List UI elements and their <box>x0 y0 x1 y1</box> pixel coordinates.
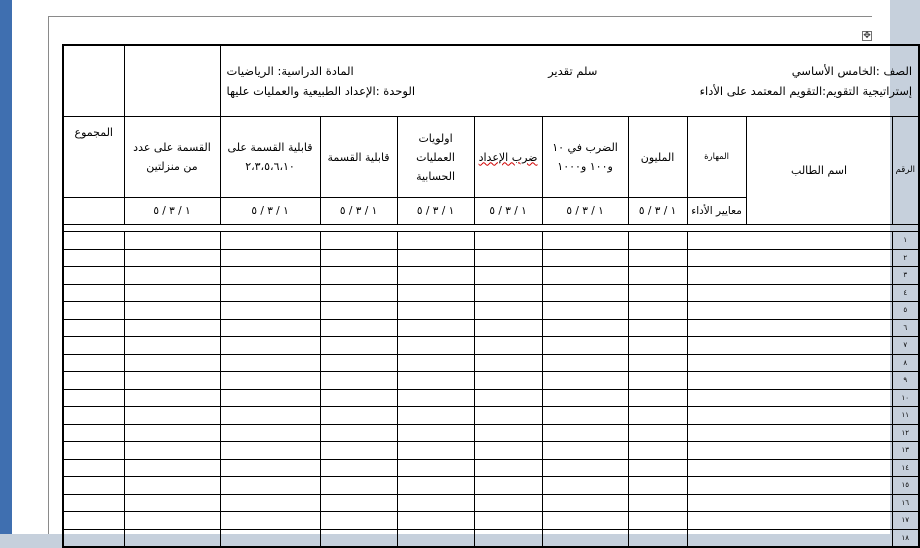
score-cell[interactable] <box>628 442 687 460</box>
score-cell[interactable] <box>542 232 628 250</box>
score-cell[interactable] <box>320 494 397 512</box>
table-row <box>63 442 919 460</box>
total-cell[interactable] <box>63 284 124 302</box>
score-cell[interactable] <box>474 302 542 320</box>
date-c3: ١ / ٣ / ٥ <box>474 198 542 225</box>
criteria-label: معايير الأداء <box>687 198 746 225</box>
student-name-cell[interactable] <box>687 407 892 425</box>
score-cell[interactable] <box>397 424 474 442</box>
row-number: ٦ <box>892 319 919 337</box>
student-name-cell[interactable] <box>687 232 892 250</box>
table-row <box>63 249 919 267</box>
score-cell[interactable] <box>542 442 628 460</box>
score-cell[interactable] <box>542 302 628 320</box>
table-row <box>63 529 919 547</box>
student-name-cell[interactable] <box>687 459 892 477</box>
score-cell[interactable] <box>474 249 542 267</box>
student-name-cell[interactable] <box>687 337 892 355</box>
total-cell[interactable] <box>63 302 124 320</box>
score-cell[interactable] <box>220 319 320 337</box>
student-name-cell[interactable] <box>687 477 892 495</box>
window-left-border <box>0 0 12 534</box>
score-cell[interactable] <box>397 337 474 355</box>
table-row <box>63 319 919 337</box>
score-cell[interactable] <box>628 407 687 425</box>
score-cell[interactable] <box>124 424 220 442</box>
score-cell[interactable] <box>320 389 397 407</box>
table-row <box>63 389 919 407</box>
score-cell[interactable] <box>397 477 474 495</box>
score-cell[interactable] <box>124 459 220 477</box>
score-cell[interactable] <box>124 494 220 512</box>
score-cell[interactable] <box>542 319 628 337</box>
score-cell[interactable] <box>474 529 542 547</box>
spacer-row <box>63 225 919 232</box>
score-cell[interactable] <box>220 477 320 495</box>
score-cell[interactable] <box>542 529 628 547</box>
row-number: ٨ <box>892 354 919 372</box>
col-skill: المهارة <box>687 117 746 198</box>
score-cell[interactable] <box>542 424 628 442</box>
col-divisibility: قابلية القسمة <box>320 117 397 198</box>
score-cell[interactable] <box>628 232 687 250</box>
col-million: المليون <box>628 117 687 198</box>
score-cell[interactable] <box>124 302 220 320</box>
student-name-cell[interactable] <box>687 249 892 267</box>
score-cell[interactable] <box>220 337 320 355</box>
score-cell[interactable] <box>628 337 687 355</box>
score-cell[interactable] <box>220 494 320 512</box>
score-cell[interactable] <box>474 319 542 337</box>
score-cell[interactable] <box>124 267 220 285</box>
table-row <box>63 302 919 320</box>
date-c4: ١ / ٣ / ٥ <box>397 198 474 225</box>
score-cell[interactable] <box>542 494 628 512</box>
score-cell[interactable] <box>628 424 687 442</box>
score-cell[interactable] <box>320 477 397 495</box>
score-cell[interactable] <box>474 267 542 285</box>
student-name-cell[interactable] <box>687 372 892 390</box>
score-cell[interactable] <box>320 319 397 337</box>
score-cell[interactable] <box>220 232 320 250</box>
score-cell[interactable] <box>220 354 320 372</box>
score-cell[interactable] <box>220 424 320 442</box>
score-cell[interactable] <box>628 529 687 547</box>
score-cell[interactable] <box>397 512 474 530</box>
score-cell[interactable] <box>124 477 220 495</box>
score-cell[interactable] <box>542 477 628 495</box>
row-number: ١٥ <box>892 477 919 495</box>
document-page <box>12 0 915 542</box>
table-row <box>63 512 919 530</box>
row-number: ٢ <box>892 249 919 267</box>
total-cell[interactable] <box>63 424 124 442</box>
table-row <box>63 407 919 425</box>
score-cell[interactable] <box>124 232 220 250</box>
score-cell[interactable] <box>397 442 474 460</box>
score-cell[interactable] <box>320 407 397 425</box>
score-cell[interactable] <box>542 337 628 355</box>
header-blank-cell <box>63 45 124 117</box>
score-cell[interactable] <box>320 337 397 355</box>
table-row <box>63 267 919 285</box>
total-cell[interactable] <box>63 494 124 512</box>
col-order-of-operations: اولويات العمليات الحسابية <box>397 117 474 198</box>
row-number: ١ <box>892 232 919 250</box>
col-student-name: اسم الطالب <box>746 117 892 225</box>
grade-label: الصف :الخامس الأساسي <box>791 64 913 78</box>
table-row <box>63 477 919 495</box>
score-cell[interactable] <box>474 424 542 442</box>
score-cell[interactable] <box>628 372 687 390</box>
table-row <box>63 494 919 512</box>
total-cell[interactable] <box>63 232 124 250</box>
table-row <box>63 284 919 302</box>
score-cell[interactable] <box>124 407 220 425</box>
col-divisibility-rules: قابلية القسمة على ٢،٣،٥،٦،١٠ <box>220 117 320 198</box>
col-number: الرقم <box>892 117 919 225</box>
score-cell[interactable] <box>542 407 628 425</box>
table-move-handle-icon[interactable]: ✥ <box>863 31 871 41</box>
student-name-cell[interactable] <box>687 494 892 512</box>
score-cell[interactable] <box>628 459 687 477</box>
row-number: ٥ <box>892 302 919 320</box>
date-total <box>63 198 124 225</box>
score-cell[interactable] <box>320 459 397 477</box>
date-c5: ١ / ٣ / ٥ <box>320 198 397 225</box>
row-number: ٣ <box>892 267 919 285</box>
score-cell[interactable] <box>628 477 687 495</box>
score-cell[interactable] <box>628 389 687 407</box>
total-cell[interactable] <box>63 407 124 425</box>
student-name-cell[interactable] <box>687 529 892 547</box>
score-cell[interactable] <box>474 372 542 390</box>
score-cell[interactable] <box>474 459 542 477</box>
total-cell[interactable] <box>63 249 124 267</box>
table-row <box>63 424 919 442</box>
row-number: ٤ <box>892 284 919 302</box>
score-cell[interactable] <box>124 337 220 355</box>
date-c7: ١ / ٣ / ٥ <box>124 198 220 225</box>
row-number: ١٤ <box>892 459 919 477</box>
score-cell[interactable] <box>124 354 220 372</box>
score-cell[interactable] <box>628 267 687 285</box>
score-cell[interactable] <box>542 459 628 477</box>
row-number: ١٦ <box>892 494 919 512</box>
score-cell[interactable] <box>474 407 542 425</box>
score-cell[interactable] <box>220 284 320 302</box>
score-cell[interactable] <box>542 267 628 285</box>
col-total: المجموع <box>63 117 124 198</box>
total-cell[interactable] <box>63 512 124 530</box>
score-cell[interactable] <box>474 494 542 512</box>
score-cell[interactable] <box>542 512 628 530</box>
total-cell[interactable] <box>63 477 124 495</box>
score-cell[interactable] <box>397 302 474 320</box>
total-cell[interactable] <box>63 319 124 337</box>
score-cell[interactable] <box>220 529 320 547</box>
table-row <box>63 232 919 250</box>
score-cell[interactable] <box>474 337 542 355</box>
score-cell[interactable] <box>542 249 628 267</box>
score-cell[interactable] <box>542 372 628 390</box>
score-cell[interactable] <box>628 494 687 512</box>
date-c6: ١ / ٣ / ٥ <box>220 198 320 225</box>
student-name-cell[interactable] <box>687 302 892 320</box>
margin-guide-horizontal <box>48 16 872 17</box>
row-number: ١٧ <box>892 512 919 530</box>
score-cell[interactable] <box>397 354 474 372</box>
strategy-label: إستراتيجية التقويم:التقويم المعتمد على الأداء <box>699 84 913 98</box>
total-cell[interactable] <box>63 267 124 285</box>
table-row <box>63 459 919 477</box>
table-row <box>63 354 919 372</box>
row-number: ٩ <box>892 372 919 390</box>
score-cell[interactable] <box>628 354 687 372</box>
total-cell[interactable] <box>63 389 124 407</box>
score-cell[interactable] <box>220 267 320 285</box>
score-cell[interactable] <box>474 354 542 372</box>
row-number: ١١ <box>892 407 919 425</box>
score-cell[interactable] <box>397 529 474 547</box>
col-multiply-numbers <box>474 117 542 198</box>
student-name-cell[interactable] <box>687 319 892 337</box>
score-cell[interactable] <box>474 232 542 250</box>
score-cell[interactable] <box>220 372 320 390</box>
score-cell[interactable] <box>124 529 220 547</box>
score-cell[interactable] <box>628 284 687 302</box>
score-cell[interactable] <box>320 232 397 250</box>
row-number: ١٣ <box>892 442 919 460</box>
score-cell[interactable] <box>542 389 628 407</box>
score-cell[interactable] <box>397 284 474 302</box>
score-cell[interactable] <box>397 372 474 390</box>
row-number: ٧ <box>892 337 919 355</box>
date-c2: ١ / ٣ / ٥ <box>542 198 628 225</box>
unit-label: الوحدة :الإعداد الطبيعية والعمليات عليها <box>226 84 416 98</box>
table-row <box>63 337 919 355</box>
subject-label: المادة الدراسية: الرياضيات <box>226 64 354 78</box>
score-cell[interactable] <box>320 442 397 460</box>
rating-scale-table <box>62 44 920 548</box>
score-cell[interactable] <box>320 424 397 442</box>
score-cell[interactable] <box>474 512 542 530</box>
scale-title: سلم تقدير <box>548 64 598 78</box>
student-name-cell[interactable] <box>687 267 892 285</box>
score-cell[interactable] <box>628 302 687 320</box>
margin-guide-vertical <box>48 16 49 534</box>
date-c1: ١ / ٣ / ٥ <box>628 198 687 225</box>
score-cell[interactable] <box>397 319 474 337</box>
score-cell[interactable] <box>474 442 542 460</box>
student-rows <box>63 232 919 548</box>
info-header-cell <box>220 45 919 117</box>
score-cell[interactable] <box>320 512 397 530</box>
score-cell[interactable] <box>220 389 320 407</box>
student-name-cell[interactable] <box>687 424 892 442</box>
row-number: ١٢ <box>892 424 919 442</box>
student-name-cell[interactable] <box>687 354 892 372</box>
score-cell[interactable] <box>474 284 542 302</box>
score-cell[interactable] <box>397 232 474 250</box>
score-cell[interactable] <box>542 354 628 372</box>
score-cell[interactable] <box>124 284 220 302</box>
score-cell[interactable] <box>124 389 220 407</box>
score-cell[interactable] <box>320 249 397 267</box>
student-name-cell[interactable] <box>687 442 892 460</box>
student-name-cell[interactable] <box>687 284 892 302</box>
score-cell[interactable] <box>220 249 320 267</box>
score-cell[interactable] <box>320 529 397 547</box>
score-cell[interactable] <box>628 512 687 530</box>
col-multiply-powers: الضرب في ١٠ و١٠٠ و١٠٠٠ <box>542 117 628 198</box>
score-cell[interactable] <box>474 477 542 495</box>
student-name-cell[interactable] <box>687 389 892 407</box>
score-cell[interactable] <box>628 319 687 337</box>
score-cell[interactable] <box>320 372 397 390</box>
score-cell[interactable] <box>474 389 542 407</box>
score-cell[interactable] <box>397 389 474 407</box>
total-cell[interactable] <box>63 337 124 355</box>
score-cell[interactable] <box>220 302 320 320</box>
row-number: ١٨ <box>892 529 919 547</box>
total-cell[interactable] <box>63 459 124 477</box>
score-cell[interactable] <box>220 459 320 477</box>
score-cell[interactable] <box>124 512 220 530</box>
score-cell[interactable] <box>124 442 220 460</box>
col-multiply-numbers-label: ضرب الإعداد <box>478 150 538 164</box>
score-cell[interactable] <box>124 319 220 337</box>
total-cell[interactable] <box>63 529 124 547</box>
score-cell[interactable] <box>397 407 474 425</box>
score-cell[interactable] <box>397 267 474 285</box>
total-cell[interactable] <box>63 354 124 372</box>
score-cell[interactable] <box>320 302 397 320</box>
score-cell[interactable] <box>220 442 320 460</box>
score-cell[interactable] <box>124 372 220 390</box>
score-cell[interactable] <box>542 284 628 302</box>
score-cell[interactable] <box>320 267 397 285</box>
score-cell[interactable] <box>628 249 687 267</box>
score-cell[interactable] <box>320 284 397 302</box>
student-name-cell[interactable] <box>687 512 892 530</box>
score-cell[interactable] <box>220 512 320 530</box>
score-cell[interactable] <box>397 459 474 477</box>
score-cell[interactable] <box>397 494 474 512</box>
score-cell[interactable] <box>220 407 320 425</box>
score-cell[interactable] <box>320 354 397 372</box>
col-two-digit-division: القسمة على عدد من منزلتين <box>124 117 220 198</box>
row-number: ١٠ <box>892 389 919 407</box>
score-cell[interactable] <box>124 249 220 267</box>
total-cell[interactable] <box>63 372 124 390</box>
total-cell[interactable] <box>63 442 124 460</box>
score-cell[interactable] <box>397 249 474 267</box>
table-row <box>63 372 919 390</box>
header-blank-cell <box>124 45 220 117</box>
